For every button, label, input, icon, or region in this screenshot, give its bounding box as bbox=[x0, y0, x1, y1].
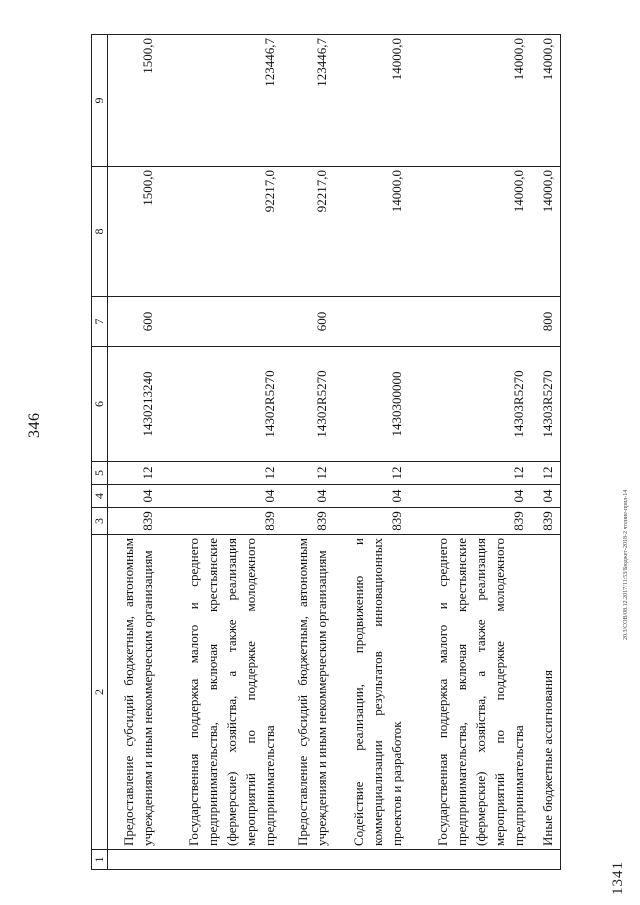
row-name: Государственная поддержка малого и среднего предпринимательства, включая крестьянские (фермерские) хозяйства, а также реализация мероприятий по поддержке молодежного предпринимательства bbox=[409, 535, 530, 850]
table-row bbox=[334, 35, 409, 870]
header-col-5: 5 bbox=[92, 462, 108, 485]
row-name: Предоставление субсидий бюджетным, автономным учреждениям и иным некоммерческим организациям bbox=[282, 535, 334, 850]
table-row bbox=[160, 35, 281, 870]
budget-table-container bbox=[91, 35, 561, 870]
cell-col-1 bbox=[160, 850, 281, 870]
cell-subsection: 12 bbox=[108, 462, 161, 485]
cell-section: 04 bbox=[531, 485, 561, 508]
cell-section: 04 bbox=[108, 485, 161, 508]
cell-target-article: 1430213240 bbox=[108, 347, 161, 462]
header-col-2: 2 bbox=[92, 535, 108, 850]
cell-amount-2020: 123446,7 bbox=[160, 35, 281, 167]
sheet-number: 1341 bbox=[610, 861, 626, 895]
table-row bbox=[108, 35, 161, 870]
cell-amount-2019: 14000,0 bbox=[531, 167, 561, 297]
cell-expense-type: 600 bbox=[282, 297, 334, 347]
cell-section: 04 bbox=[409, 485, 530, 508]
cell-ministry: 839 bbox=[160, 508, 281, 535]
cell-ministry: 839 bbox=[531, 508, 561, 535]
table-row bbox=[282, 35, 334, 870]
budget-table bbox=[91, 34, 561, 870]
cell-target-article: 14303R5270 bbox=[531, 347, 561, 462]
header-col-1: 1 bbox=[92, 850, 108, 870]
cell-amount-2019: 14000,0 bbox=[409, 167, 530, 297]
cell-expense-type bbox=[160, 297, 281, 347]
cell-amount-2020: 1500,0 bbox=[108, 35, 161, 167]
cell-amount-2020: 123446,7 bbox=[282, 35, 334, 167]
page-number: 346 bbox=[26, 412, 43, 438]
cell-col-1 bbox=[108, 850, 161, 870]
cell-col-1 bbox=[282, 850, 334, 870]
cell-subsection: 12 bbox=[334, 462, 409, 485]
cell-target-article: 14302R5270 bbox=[282, 347, 334, 462]
cell-ministry: 839 bbox=[409, 508, 530, 535]
table-header-row bbox=[92, 35, 108, 870]
cell-amount-2020: 14000,0 bbox=[409, 35, 530, 167]
row-name: Содействие реализации, продвижению и коммерциализации результатов инновационных проектов и разработок bbox=[334, 535, 409, 850]
row-name: Государственная поддержка малого и среднего предпринимательства, включая крестьянские (фермерские) хозяйства, а также реализация мероприятий по поддержке молодежного предпринимательства bbox=[160, 535, 281, 850]
header-col-6: 6 bbox=[92, 347, 108, 462]
cell-expense-type: 800 bbox=[531, 297, 561, 347]
cell-section: 04 bbox=[282, 485, 334, 508]
table-row bbox=[531, 35, 561, 870]
header-col-8: 8 bbox=[92, 167, 108, 297]
cell-target-article: 14302R5270 bbox=[160, 347, 281, 462]
header-col-9: 9 bbox=[92, 35, 108, 167]
cell-ministry: 839 bbox=[334, 508, 409, 535]
cell-subsection: 12 bbox=[409, 462, 530, 485]
cell-amount-2020: 14000,0 bbox=[531, 35, 561, 167]
cell-section: 04 bbox=[160, 485, 281, 508]
cell-col-1 bbox=[334, 850, 409, 870]
cell-target-article: 1430300000 bbox=[334, 347, 409, 462]
cell-col-1 bbox=[409, 850, 530, 870]
row-name: Предоставление субсидий бюджетным, автономным учреждениям и иным некоммерческим организациям bbox=[108, 535, 161, 850]
cell-amount-2019: 92217,0 bbox=[282, 167, 334, 297]
cell-section: 04 bbox=[334, 485, 409, 508]
header-col-7: 7 bbox=[92, 297, 108, 347]
footer-code: 20.3/СОВ/08.12.2017/11:53/Бюджет-2018-2 чтение-прил-14 bbox=[623, 489, 629, 640]
cell-subsection: 12 bbox=[160, 462, 281, 485]
cell-expense-type bbox=[334, 297, 409, 347]
cell-target-article: 14303R5270 bbox=[409, 347, 530, 462]
table-row bbox=[409, 35, 530, 870]
cell-amount-2020: 14000,0 bbox=[334, 35, 409, 167]
row-name: Иные бюджетные ассигнования bbox=[531, 535, 561, 850]
cell-ministry: 839 bbox=[282, 508, 334, 535]
cell-amount-2019: 14000,0 bbox=[334, 167, 409, 297]
header-col-4: 4 bbox=[92, 485, 108, 508]
cell-amount-2019: 1500,0 bbox=[108, 167, 161, 297]
header-col-3: 3 bbox=[92, 508, 108, 535]
cell-subsection: 12 bbox=[531, 462, 561, 485]
cell-expense-type: 600 bbox=[108, 297, 161, 347]
cell-expense-type bbox=[409, 297, 530, 347]
cell-amount-2019: 92217,0 bbox=[160, 167, 281, 297]
cell-ministry: 839 bbox=[108, 508, 161, 535]
cell-col-1 bbox=[531, 850, 561, 870]
cell-subsection: 12 bbox=[282, 462, 334, 485]
